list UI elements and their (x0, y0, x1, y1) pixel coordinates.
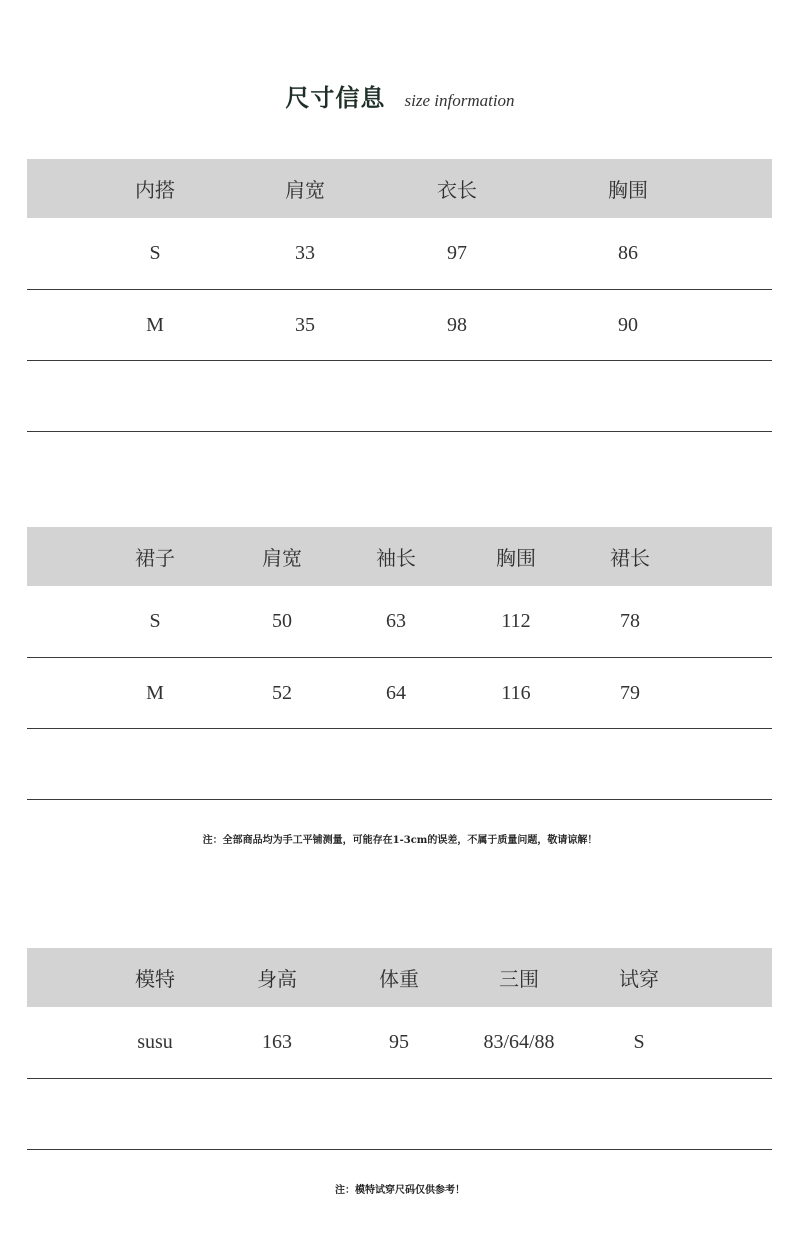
table-cell: 79 (620, 681, 640, 704)
table-cell: 33 (295, 242, 315, 264)
header-cell: 身高 (257, 967, 297, 991)
header-cell: 袖长 (376, 546, 416, 570)
table-cell: 116 (501, 681, 531, 704)
header-cell: 体重 (379, 967, 419, 991)
empty-table-row (27, 729, 772, 800)
table-cell: S (633, 1031, 645, 1053)
table-cell: 90 (618, 313, 638, 336)
header-cell: 内搭 (135, 178, 175, 202)
header-cell: 肩宽 (285, 178, 325, 202)
header-cell: 模特 (135, 967, 175, 991)
table-row (27, 290, 772, 361)
table-cell: 52 (272, 681, 292, 704)
table-cell: 50 (272, 610, 292, 632)
table-row (27, 586, 772, 658)
table-cell: 163 (262, 1031, 292, 1053)
table-header (27, 527, 772, 586)
table-cell: 112 (501, 610, 531, 632)
title-chinese: 尺寸信息 (285, 83, 386, 112)
header-cell: 胸围 (496, 546, 536, 570)
table-cell: 35 (295, 313, 315, 336)
table-header (27, 948, 772, 1007)
table-cell: 78 (620, 610, 640, 632)
dress-size-table (27, 527, 772, 800)
title-english: size information (404, 91, 515, 110)
table-cell: susu (137, 1031, 173, 1053)
table-cell: 63 (386, 610, 406, 632)
table-cell: M (146, 681, 164, 704)
table-row (27, 218, 772, 290)
header-cell: 三围 (499, 967, 539, 991)
table-cell: 95 (389, 1031, 409, 1053)
table-row (27, 658, 772, 729)
table-cell: 83/64/88 (483, 1031, 555, 1053)
table-cell: 98 (447, 313, 467, 336)
table-cell: 97 (447, 242, 467, 264)
model-note: 注：模特试穿尺码仅供参考！ (335, 1185, 465, 1196)
table-cell: 64 (386, 681, 406, 704)
table-row (27, 1007, 772, 1079)
table-cell: M (146, 313, 164, 336)
header-cell: 肩宽 (262, 546, 302, 570)
header-cell: 裙长 (610, 546, 650, 570)
table-cell: S (149, 610, 161, 632)
measurement-note: 注：全部商品均为手工平铺测量，可能存在1-3cm的误差，不属于质量问题，敬请谅解！ (202, 835, 598, 846)
page-title (0, 78, 800, 113)
header-cell: 衣长 (437, 178, 477, 202)
header-cell: 胸围 (608, 178, 648, 202)
table-cell: S (149, 242, 161, 264)
header-cell: 试穿 (619, 967, 659, 991)
table-header (27, 159, 772, 218)
model-info-table (27, 948, 772, 1150)
table-cell: 86 (618, 242, 638, 264)
header-cell: 裙子 (135, 546, 175, 570)
inner-top-size-table (27, 159, 772, 432)
empty-table-row (27, 1079, 772, 1150)
empty-table-row (27, 361, 772, 432)
